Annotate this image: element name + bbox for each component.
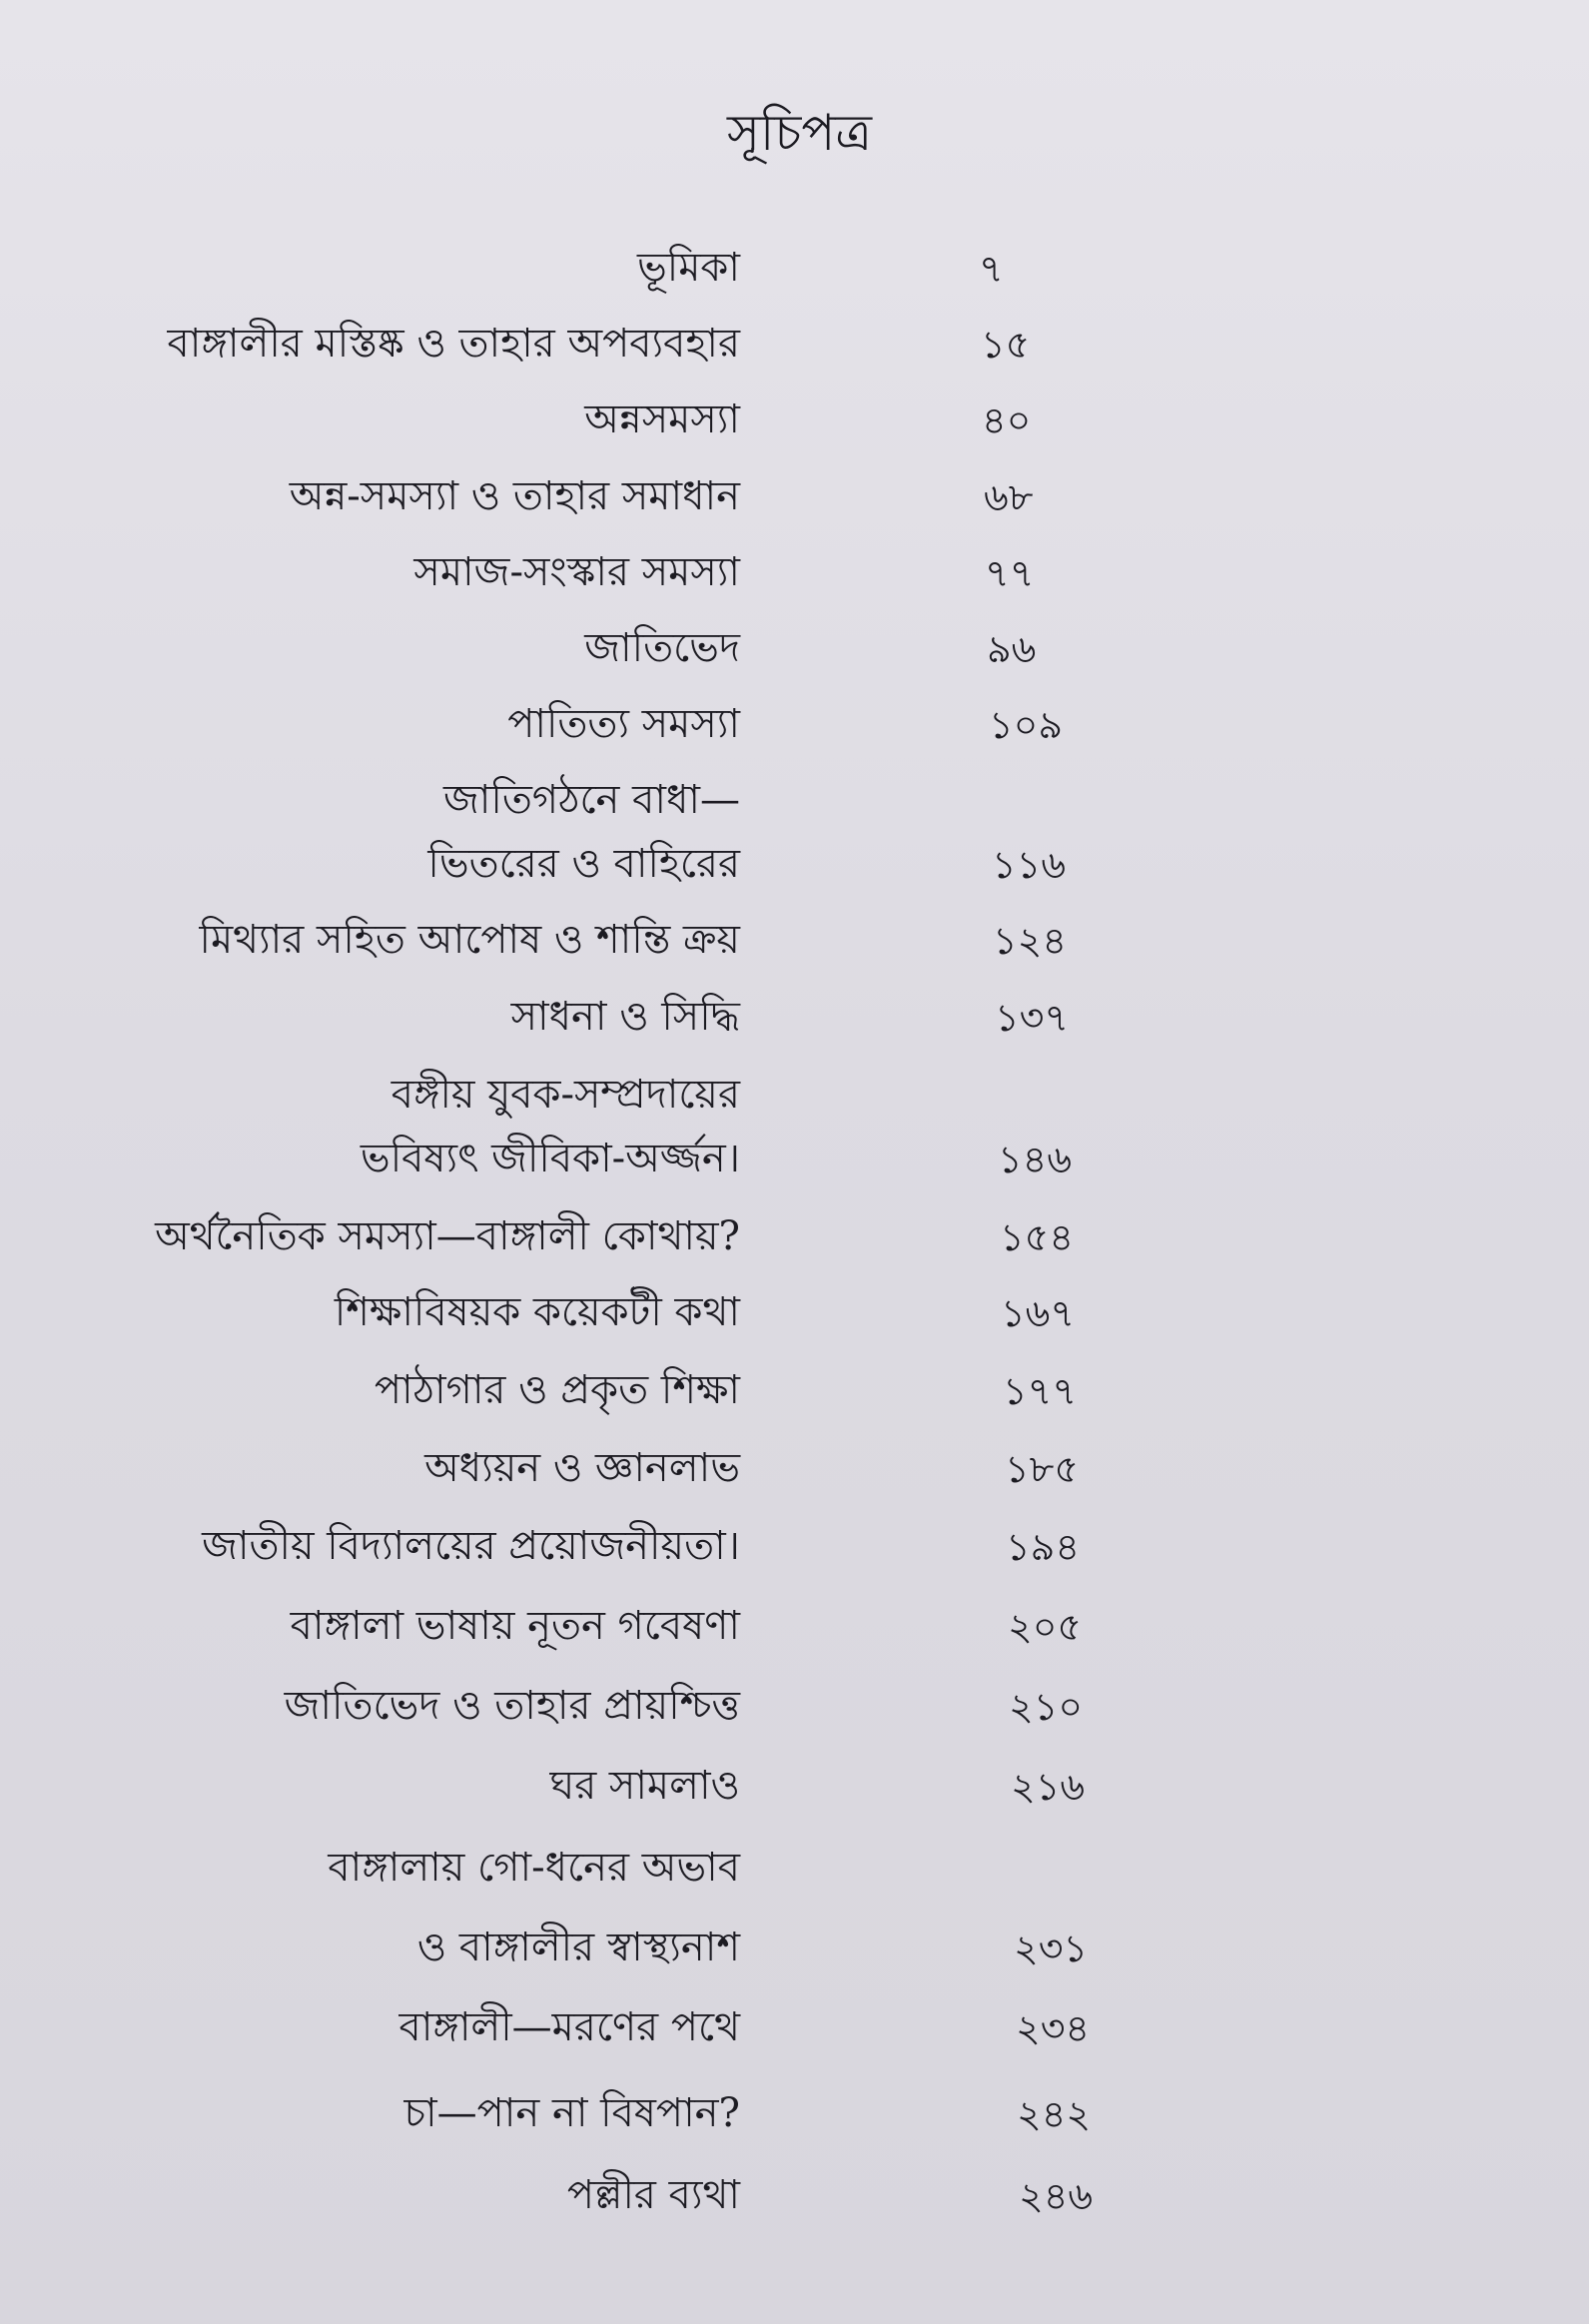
toc-entry-title: অধ্যয়ন ও জ্ঞানলাভ	[424, 1445, 740, 1491]
toc-entry-title: ঘর সামলাও	[549, 1763, 740, 1809]
toc-entry-title: বাঙ্গালী—মরণের পথে	[398, 2004, 740, 2050]
toc-entry-page-number: ৭৭	[985, 551, 1035, 595]
toc-entry-title: পাঠাগার ও প্রকৃত শিক্ষা	[374, 1367, 740, 1413]
toc-entry-title: সাধনা ও সিদ্ধি	[510, 994, 740, 1040]
toc-entry-page-number: ২৪৬	[1019, 2174, 1094, 2218]
toc-entry-page-number: ১৪৬	[998, 1138, 1073, 1181]
page-title: সূচিপত্র	[727, 104, 872, 162]
toc-entry-page-number: ২৩৪	[1016, 2006, 1091, 2050]
toc-entry-title: ও বাঙ্গালীর স্বাস্থ্যনাশ	[416, 1925, 740, 1970]
toc-entry-title: বঙ্গীয় যুবক-সম্প্রদায়ের	[391, 1072, 740, 1118]
toc-entry-page-number: ১০৯	[989, 703, 1064, 747]
toc-entry-page-number: ২৪২	[1017, 2092, 1092, 2136]
toc-entry-title: জাতিভেদ ও তাহার প্রায়শ্চিত্ত	[284, 1683, 740, 1729]
toc-entry-title: অন্ন-সমস্যা ও তাহার সমাধান	[289, 473, 740, 519]
toc-entry-page-number: ২০৫	[1008, 1605, 1083, 1649]
toc-entry-page-number: ৪০	[982, 398, 1032, 442]
toc-entry-page-number: ১৯৪	[1006, 1525, 1080, 1569]
toc-entry-title: মিথ্যার সহিত আপোষ ও শান্তি ক্রয়	[199, 917, 740, 963]
toc-entry-title: জাতীয় বিদ্যালয়ের প্রয়োজনীয়তা।	[202, 1523, 740, 1569]
toc-entry-title: শিক্ষাবিষয়ক কয়েকটী কথা	[334, 1289, 740, 1335]
toc-entry-title: অন্নসমস্যা	[584, 396, 740, 442]
toc-entry-title: বাঙ্গালীর মস্তিষ্ক ও তাহার অপব্যবহার	[167, 321, 740, 367]
toc-entry-page-number: ২১৬	[1011, 1765, 1086, 1809]
toc-entry-page-number: ২৩১	[1014, 1927, 1089, 1970]
toc-entry-page-number: ১১৬	[992, 843, 1067, 887]
toc-entry-title: জাতিগঠনে বাধা—	[443, 777, 740, 823]
toc-entry-page-number: ১৩৭	[995, 996, 1070, 1040]
toc-entry-title: চা—পান না বিষপান?	[403, 2090, 740, 2136]
toc-entry-page-number: ১৬৭	[1001, 1291, 1076, 1335]
toc-entry-page-number: ২১০	[1009, 1685, 1084, 1729]
toc-entry-title: অর্থনৈতিক সমস্যা—বাঙ্গালী কোথায়?	[155, 1213, 740, 1259]
toc-entry-page-number: ৯৬	[987, 627, 1037, 671]
toc-entry-title: সমাজ-সংস্কার সমস্যা	[413, 549, 740, 595]
toc-entry-page-number: ৬৮	[984, 475, 1034, 519]
toc-entry-page-number: ৭	[979, 247, 1004, 291]
toc-entry-page-number: ১২৪	[993, 919, 1068, 963]
toc-entry-title: বাঙ্গালা ভাষায় নূতন গবেষণা	[290, 1603, 740, 1649]
toc-entry-page-number: ১৫	[981, 323, 1031, 367]
toc-entry-title: জাতিভেদ	[584, 625, 740, 671]
toc-entry-title: বাঙ্গালায় গো-ধনের অভাব	[328, 1845, 740, 1891]
toc-entry-title: পাতিত্য সমস্যা	[507, 701, 740, 747]
toc-entry-title: ভবিষ্যৎ জীবিকা-অর্জ্জন।	[360, 1136, 740, 1181]
toc-entry-title: ভিতরের ও বাহিরের	[427, 841, 740, 887]
toc-entry-title: পল্লীর ব্যথা	[566, 2172, 740, 2218]
toc-entry-page-number: ১৭৭	[1003, 1369, 1078, 1413]
toc-entry-page-number: ১৫৪	[1000, 1215, 1074, 1259]
toc-entry-title: ভূমিকা	[636, 245, 740, 291]
toc-entry-page-number: ১৮৫	[1005, 1447, 1079, 1491]
